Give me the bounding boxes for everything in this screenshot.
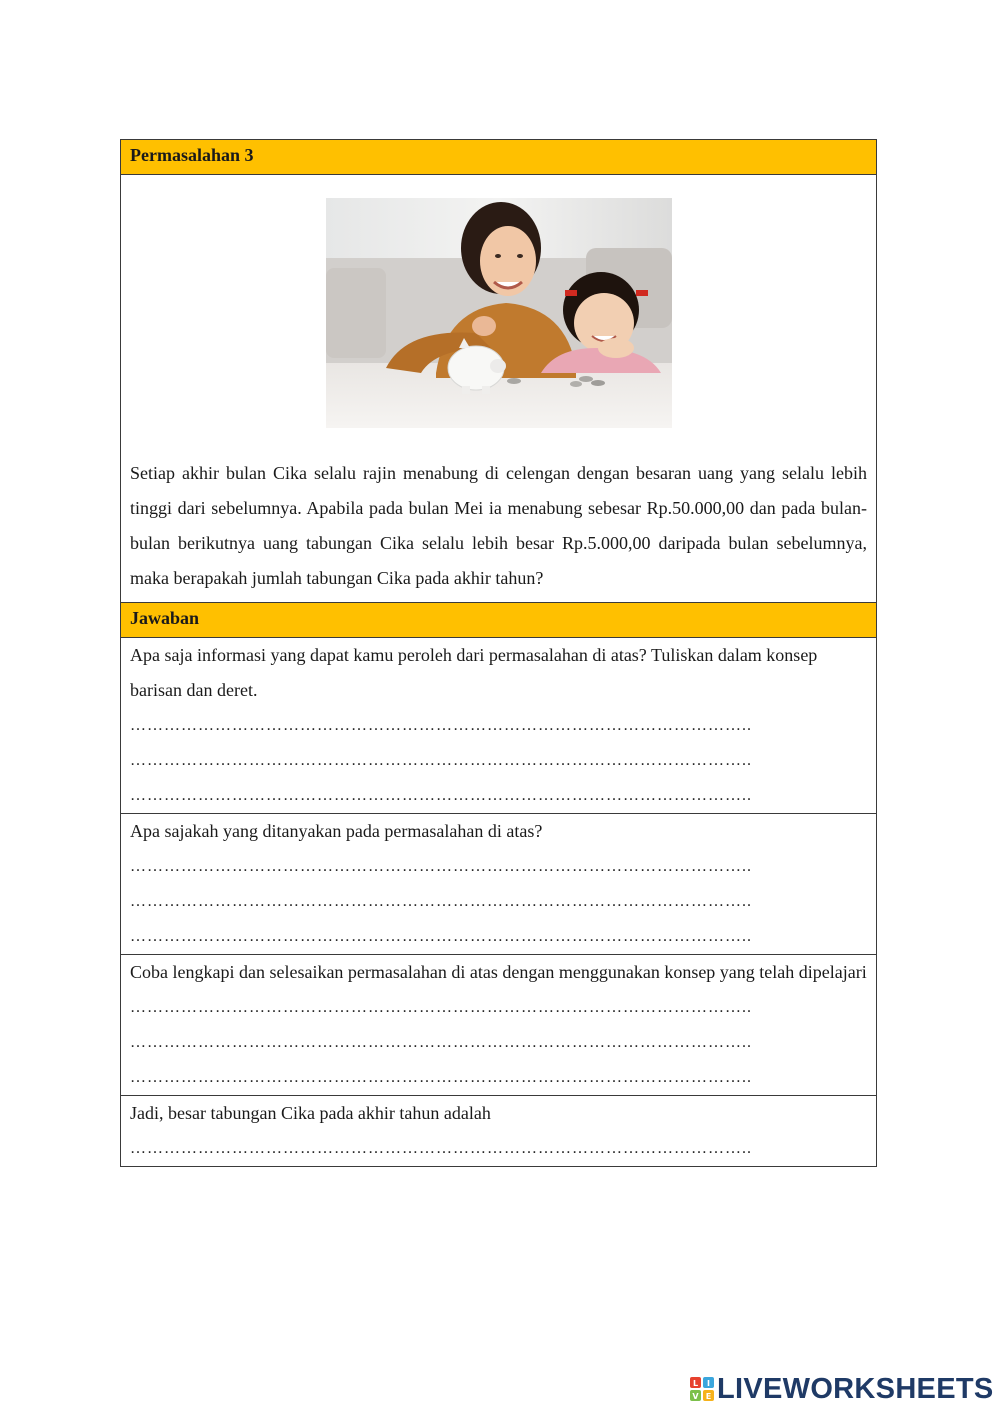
answer-line[interactable]: ………………………………………………………………………………………………..	[130, 858, 752, 875]
answer-section-conclusion	[121, 1096, 876, 1166]
problem-cell	[121, 175, 876, 603]
question-asked: Apa sajakah yang ditanyakan pada permasalahan di atas?	[130, 821, 543, 841]
svg-text:I: I	[707, 1379, 710, 1388]
logo-text: LIVEWORKSHEETS	[717, 1372, 994, 1405]
svg-text:V: V	[692, 1392, 699, 1401]
question-information: Apa saja informasi yang dapat kamu peroleh dari permasalahan di atas? Tuliskan dalam konsep barisan dan deret.	[130, 645, 818, 700]
answer-line[interactable]: ………………………………………………………………………………………………..	[130, 893, 752, 910]
liveworksheets-logo	[690, 1373, 994, 1405]
answer-line[interactable]: ………………………………………………………………………………………………..	[130, 1034, 752, 1051]
answer-line[interactable]: ………………………………………………………………………………………………..	[130, 752, 752, 769]
answer-section-information	[121, 638, 876, 814]
answer-line[interactable]: ………………………………………………………………………………………………..	[130, 999, 752, 1016]
answer-line[interactable]: ………………………………………………………………………………………………..	[130, 1140, 752, 1157]
problem-title: Permasalahan 3	[121, 140, 876, 175]
svg-text:L: L	[692, 1379, 699, 1388]
problem-statement: Setiap akhir bulan Cika selalu rajin menabung di celengan dengan besaran uang yang selalu lebih tinggi dari sebelumnya. Apabila pada bulan Mei ia menabung sebesar Rp.50.000,00 dan pada bulan-bulan berikutnya uang tabungan Cika selalu lebih besar Rp.5.000,00 daripada bulan sebelumnya, maka berapakah jumlah tabungan Cika pada akhir tahun?	[130, 463, 867, 588]
answer-title: Jawaban	[121, 603, 876, 638]
liveworksheets-logo-icon	[690, 1377, 714, 1401]
worksheet-table	[120, 139, 877, 1167]
answer-section-solve	[121, 955, 876, 1096]
answer-line[interactable]: ………………………………………………………………………………………………..	[130, 717, 752, 734]
answer-line[interactable]: ………………………………………………………………………………………………..	[130, 928, 752, 945]
answer-line[interactable]: ………………………………………………………………………………………………..	[130, 1069, 752, 1086]
question-solve: Coba lengkapi dan selesaikan permasalahan di atas dengan menggunakan konsep yang telah dipelajari	[130, 962, 867, 982]
question-conclusion: Jadi, besar tabungan Cika pada akhir tahun adalah	[130, 1103, 491, 1123]
mother-daughter-piggy-bank-photo	[326, 198, 672, 428]
answer-line[interactable]: ………………………………………………………………………………………………..	[130, 787, 752, 804]
answer-section-asked	[121, 814, 876, 955]
svg-text:E: E	[705, 1392, 712, 1401]
